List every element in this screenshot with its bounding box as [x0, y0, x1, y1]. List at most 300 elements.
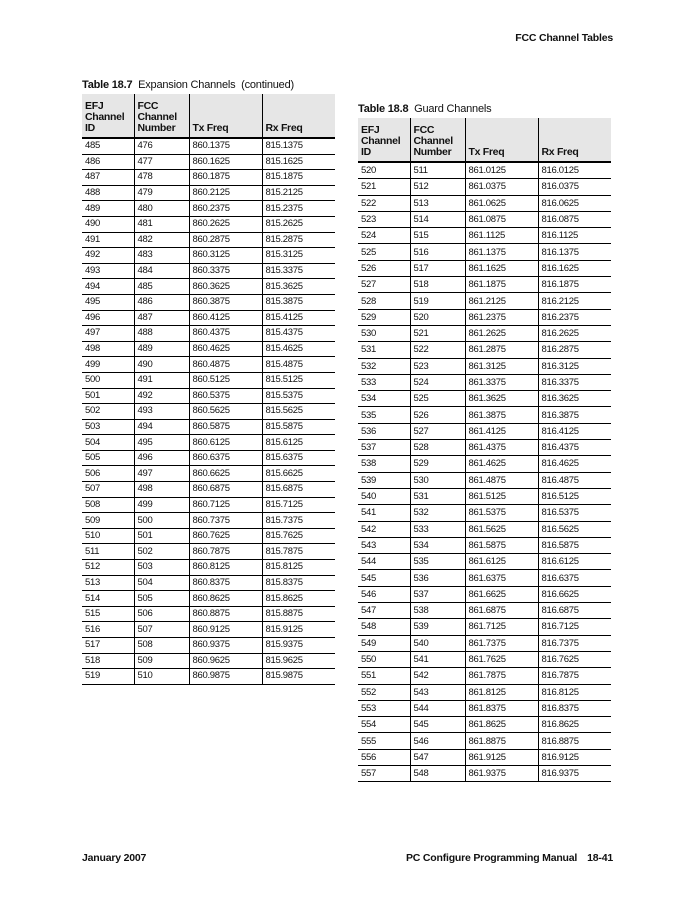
- cell-efj-channel-id: 535: [358, 407, 410, 423]
- cell-efj-channel-id: 516: [82, 622, 134, 638]
- cell-tx-freq: 861.2625: [465, 325, 538, 341]
- cell-fcc-channel-number: 476: [134, 138, 189, 154]
- cell-fcc-channel-number: 508: [134, 638, 189, 654]
- cell-tx-freq: 860.8875: [189, 606, 262, 622]
- cell-fcc-channel-number: 520: [410, 309, 465, 325]
- cell-efj-channel-id: 510: [82, 528, 134, 544]
- cell-tx-freq: 861.0125: [465, 162, 538, 179]
- table-row: [358, 700, 611, 716]
- cell-fcc-channel-number: 490: [134, 357, 189, 373]
- cell-rx-freq: 815.7375: [262, 513, 335, 529]
- cell-rx-freq: 816.6125: [538, 554, 611, 570]
- cell-fcc-channel-number: 540: [410, 635, 465, 651]
- table-row: [82, 497, 335, 513]
- cell-rx-freq: 816.4625: [538, 456, 611, 472]
- cell-rx-freq: 816.4125: [538, 423, 611, 439]
- cell-rx-freq: 816.2375: [538, 309, 611, 325]
- cell-tx-freq: 860.7625: [189, 528, 262, 544]
- cell-efj-channel-id: 490: [82, 216, 134, 232]
- cell-fcc-channel-number: 489: [134, 341, 189, 357]
- cell-efj-channel-id: 503: [82, 419, 134, 435]
- cell-fcc-channel-number: 526: [410, 407, 465, 423]
- cell-fcc-channel-number: 521: [410, 325, 465, 341]
- cell-rx-freq: 816.2125: [538, 293, 611, 309]
- cell-tx-freq: 860.2125: [189, 185, 262, 201]
- cell-rx-freq: 815.6875: [262, 482, 335, 498]
- cell-efj-channel-id: 518: [82, 653, 134, 669]
- cell-fcc-channel-number: 530: [410, 472, 465, 488]
- table-row: [82, 653, 335, 669]
- cell-rx-freq: 815.7875: [262, 544, 335, 560]
- table-row: [358, 505, 611, 521]
- cell-rx-freq: 815.3625: [262, 279, 335, 295]
- cell-fcc-channel-number: 497: [134, 466, 189, 482]
- cell-fcc-channel-number: 524: [410, 374, 465, 390]
- cell-efj-channel-id: 502: [82, 404, 134, 420]
- cell-efj-channel-id: 528: [358, 293, 410, 309]
- table-row: [82, 622, 335, 638]
- cell-efj-channel-id: 495: [82, 294, 134, 310]
- table-row: [82, 513, 335, 529]
- cell-tx-freq: 861.9375: [465, 765, 538, 781]
- table-row: [82, 154, 335, 170]
- cell-efj-channel-id: 526: [358, 260, 410, 276]
- table-row: [358, 684, 611, 700]
- table-18-8-label: Table 18.8: [358, 103, 409, 115]
- cell-fcc-channel-number: 494: [134, 419, 189, 435]
- cell-fcc-channel-number: 507: [134, 622, 189, 638]
- table-row: [82, 450, 335, 466]
- cell-fcc-channel-number: 477: [134, 154, 189, 170]
- header-efj-channel-id: EFJ Channel ID: [358, 118, 410, 162]
- table-row: [358, 244, 611, 260]
- cell-efj-channel-id: 486: [82, 154, 134, 170]
- table-row: [358, 456, 611, 472]
- table-18-8-caption: [358, 103, 491, 115]
- cell-tx-freq: 860.1875: [189, 170, 262, 186]
- header-fcc-channel-number: FCC Channel Number: [410, 118, 465, 162]
- header-rx-freq: Rx Freq: [538, 118, 611, 162]
- cell-tx-freq: 861.8375: [465, 700, 538, 716]
- table-row: [358, 554, 611, 570]
- cell-fcc-channel-number: 522: [410, 342, 465, 358]
- cell-fcc-channel-number: 533: [410, 521, 465, 537]
- cell-efj-channel-id: 491: [82, 232, 134, 248]
- cell-fcc-channel-number: 493: [134, 404, 189, 420]
- header-rx-freq: Rx Freq: [262, 94, 335, 138]
- cell-efj-channel-id: 515: [82, 606, 134, 622]
- cell-rx-freq: 815.2375: [262, 201, 335, 217]
- table-row: [358, 472, 611, 488]
- cell-efj-channel-id: 532: [358, 358, 410, 374]
- cell-rx-freq: 815.3375: [262, 263, 335, 279]
- cell-fcc-channel-number: 484: [134, 263, 189, 279]
- cell-tx-freq: 860.9875: [189, 669, 262, 685]
- cell-rx-freq: 816.8125: [538, 684, 611, 700]
- cell-tx-freq: 861.8125: [465, 684, 538, 700]
- table-row: [358, 325, 611, 341]
- cell-tx-freq: 861.1125: [465, 228, 538, 244]
- cell-efj-channel-id: 487: [82, 170, 134, 186]
- cell-fcc-channel-number: 506: [134, 606, 189, 622]
- cell-efj-channel-id: 509: [82, 513, 134, 529]
- cell-tx-freq: 860.9125: [189, 622, 262, 638]
- cell-efj-channel-id: 534: [358, 391, 410, 407]
- cell-rx-freq: 816.1375: [538, 244, 611, 260]
- cell-efj-channel-id: 557: [358, 765, 410, 781]
- table-18-7-label: Table 18.7: [82, 79, 133, 91]
- table-row: [82, 357, 335, 373]
- cell-efj-channel-id: 521: [358, 179, 410, 195]
- cell-rx-freq: 815.1625: [262, 154, 335, 170]
- table-row: [358, 603, 611, 619]
- table-header-row: [82, 94, 335, 138]
- table-row: [82, 310, 335, 326]
- table-row: [358, 342, 611, 358]
- cell-rx-freq: 815.3125: [262, 248, 335, 264]
- cell-fcc-channel-number: 525: [410, 391, 465, 407]
- cell-tx-freq: 861.6125: [465, 554, 538, 570]
- cell-efj-channel-id: 494: [82, 279, 134, 295]
- cell-tx-freq: 860.4125: [189, 310, 262, 326]
- cell-fcc-channel-number: 486: [134, 294, 189, 310]
- cell-rx-freq: 816.0875: [538, 211, 611, 227]
- table-row: [358, 537, 611, 553]
- cell-efj-channel-id: 555: [358, 733, 410, 749]
- cell-fcc-channel-number: 538: [410, 603, 465, 619]
- cell-fcc-channel-number: 537: [410, 586, 465, 602]
- cell-efj-channel-id: 488: [82, 185, 134, 201]
- cell-efj-channel-id: 554: [358, 717, 410, 733]
- table-row: [358, 358, 611, 374]
- cell-rx-freq: 816.7375: [538, 635, 611, 651]
- cell-efj-channel-id: 547: [358, 603, 410, 619]
- cell-fcc-channel-number: 510: [134, 669, 189, 685]
- cell-rx-freq: 816.1875: [538, 277, 611, 293]
- cell-efj-channel-id: 539: [358, 472, 410, 488]
- cell-fcc-channel-number: 532: [410, 505, 465, 521]
- cell-tx-freq: 861.6375: [465, 570, 538, 586]
- cell-rx-freq: 815.8625: [262, 591, 335, 607]
- cell-tx-freq: 861.2875: [465, 342, 538, 358]
- cell-tx-freq: 861.1375: [465, 244, 538, 260]
- cell-efj-channel-id: 537: [358, 440, 410, 456]
- table-row: [82, 170, 335, 186]
- cell-fcc-channel-number: 531: [410, 488, 465, 504]
- cell-fcc-channel-number: 514: [410, 211, 465, 227]
- cell-rx-freq: 815.5375: [262, 388, 335, 404]
- cell-efj-channel-id: 508: [82, 497, 134, 513]
- cell-efj-channel-id: 531: [358, 342, 410, 358]
- table-18-7-title: Expansion Channels (continued): [138, 79, 294, 91]
- cell-efj-channel-id: 538: [358, 456, 410, 472]
- table-row: [358, 211, 611, 227]
- cell-fcc-channel-number: 516: [410, 244, 465, 260]
- running-header: FCC Channel Tables: [515, 32, 613, 44]
- table-row: [82, 341, 335, 357]
- table-row: [358, 717, 611, 733]
- cell-rx-freq: 816.5125: [538, 488, 611, 504]
- cell-fcc-channel-number: 488: [134, 326, 189, 342]
- table-row: [82, 372, 335, 388]
- cell-tx-freq: 860.7875: [189, 544, 262, 560]
- cell-fcc-channel-number: 539: [410, 619, 465, 635]
- cell-rx-freq: 815.4375: [262, 326, 335, 342]
- cell-efj-channel-id: 517: [82, 638, 134, 654]
- cell-rx-freq: 815.9625: [262, 653, 335, 669]
- table-row: [82, 263, 335, 279]
- cell-efj-channel-id: 549: [358, 635, 410, 651]
- table-row: [82, 185, 335, 201]
- table-row: [82, 294, 335, 310]
- cell-fcc-channel-number: 529: [410, 456, 465, 472]
- cell-tx-freq: 860.6375: [189, 450, 262, 466]
- cell-fcc-channel-number: 535: [410, 554, 465, 570]
- cell-efj-channel-id: 496: [82, 310, 134, 326]
- cell-efj-channel-id: 556: [358, 749, 410, 765]
- cell-fcc-channel-number: 496: [134, 450, 189, 466]
- cell-tx-freq: 861.8625: [465, 717, 538, 733]
- cell-efj-channel-id: 540: [358, 488, 410, 504]
- header-tx-freq: Tx Freq: [189, 94, 262, 138]
- table-row: [358, 423, 611, 439]
- cell-efj-channel-id: 542: [358, 521, 410, 537]
- cell-rx-freq: 816.1125: [538, 228, 611, 244]
- table-row: [358, 521, 611, 537]
- table-row: [358, 228, 611, 244]
- cell-fcc-channel-number: 480: [134, 201, 189, 217]
- cell-efj-channel-id: 493: [82, 263, 134, 279]
- cell-rx-freq: 815.5625: [262, 404, 335, 420]
- cell-fcc-channel-number: 491: [134, 372, 189, 388]
- cell-fcc-channel-number: 483: [134, 248, 189, 264]
- cell-fcc-channel-number: 498: [134, 482, 189, 498]
- cell-rx-freq: 816.3875: [538, 407, 611, 423]
- cell-rx-freq: 815.9125: [262, 622, 335, 638]
- cell-fcc-channel-number: 504: [134, 575, 189, 591]
- cell-rx-freq: 816.8625: [538, 717, 611, 733]
- cell-efj-channel-id: 550: [358, 651, 410, 667]
- cell-tx-freq: 861.4375: [465, 440, 538, 456]
- cell-tx-freq: 860.5125: [189, 372, 262, 388]
- cell-efj-channel-id: 498: [82, 341, 134, 357]
- cell-tx-freq: 861.7625: [465, 651, 538, 667]
- cell-rx-freq: 815.4875: [262, 357, 335, 373]
- header-tx-freq: Tx Freq: [465, 118, 538, 162]
- table-18-7-caption: [82, 79, 294, 91]
- cell-efj-channel-id: 553: [358, 700, 410, 716]
- table-row: [82, 466, 335, 482]
- cell-tx-freq: 861.3375: [465, 374, 538, 390]
- cell-fcc-channel-number: 517: [410, 260, 465, 276]
- cell-rx-freq: 816.0375: [538, 179, 611, 195]
- table-row: [358, 195, 611, 211]
- cell-rx-freq: 816.2875: [538, 342, 611, 358]
- cell-fcc-channel-number: 503: [134, 560, 189, 576]
- cell-fcc-channel-number: 512: [410, 179, 465, 195]
- table-row: [82, 560, 335, 576]
- table-row: [358, 309, 611, 325]
- cell-efj-channel-id: 527: [358, 277, 410, 293]
- cell-tx-freq: 861.0875: [465, 211, 538, 227]
- cell-fcc-channel-number: 542: [410, 668, 465, 684]
- cell-efj-channel-id: 524: [358, 228, 410, 244]
- cell-efj-channel-id: 548: [358, 619, 410, 635]
- cell-fcc-channel-number: 548: [410, 765, 465, 781]
- cell-tx-freq: 860.2875: [189, 232, 262, 248]
- cell-tx-freq: 860.5875: [189, 419, 262, 435]
- cell-tx-freq: 860.8375: [189, 575, 262, 591]
- table-row: [82, 388, 335, 404]
- cell-rx-freq: 815.5875: [262, 419, 335, 435]
- cell-tx-freq: 860.6875: [189, 482, 262, 498]
- cell-tx-freq: 861.8875: [465, 733, 538, 749]
- cell-rx-freq: 815.6625: [262, 466, 335, 482]
- footer-page-number: 18-41: [587, 852, 613, 864]
- table-row: [358, 733, 611, 749]
- cell-tx-freq: 860.4375: [189, 326, 262, 342]
- cell-fcc-channel-number: 534: [410, 537, 465, 553]
- table-row: [82, 232, 335, 248]
- cell-rx-freq: 815.9875: [262, 669, 335, 685]
- cell-rx-freq: 816.5375: [538, 505, 611, 521]
- cell-rx-freq: 816.7125: [538, 619, 611, 635]
- table-row: [82, 248, 335, 264]
- table-row: [82, 138, 335, 154]
- table-row: [358, 651, 611, 667]
- cell-rx-freq: 816.5625: [538, 521, 611, 537]
- cell-tx-freq: 861.5375: [465, 505, 538, 521]
- cell-fcc-channel-number: 546: [410, 733, 465, 749]
- cell-fcc-channel-number: 519: [410, 293, 465, 309]
- cell-fcc-channel-number: 536: [410, 570, 465, 586]
- header-efj-channel-id: EFJ Channel ID: [82, 94, 134, 138]
- cell-tx-freq: 860.2375: [189, 201, 262, 217]
- cell-efj-channel-id: 506: [82, 466, 134, 482]
- cell-tx-freq: 860.7125: [189, 497, 262, 513]
- cell-rx-freq: 815.5125: [262, 372, 335, 388]
- table-row: [358, 668, 611, 684]
- cell-rx-freq: 815.6125: [262, 435, 335, 451]
- cell-rx-freq: 815.4625: [262, 341, 335, 357]
- cell-efj-channel-id: 551: [358, 668, 410, 684]
- cell-fcc-channel-number: 479: [134, 185, 189, 201]
- table-row: [358, 586, 611, 602]
- cell-fcc-channel-number: 505: [134, 591, 189, 607]
- cell-tx-freq: 860.1625: [189, 154, 262, 170]
- cell-fcc-channel-number: 509: [134, 653, 189, 669]
- cell-efj-channel-id: 541: [358, 505, 410, 521]
- table-row: [82, 528, 335, 544]
- cell-fcc-channel-number: 511: [410, 162, 465, 179]
- cell-rx-freq: 816.3625: [538, 391, 611, 407]
- cell-efj-channel-id: 529: [358, 309, 410, 325]
- table-row: [358, 440, 611, 456]
- table-row: [358, 277, 611, 293]
- cell-rx-freq: 816.4875: [538, 472, 611, 488]
- cell-fcc-channel-number: 499: [134, 497, 189, 513]
- cell-tx-freq: 861.9125: [465, 749, 538, 765]
- cell-efj-channel-id: 552: [358, 684, 410, 700]
- cell-fcc-channel-number: 487: [134, 310, 189, 326]
- footer-date: January 2007: [82, 852, 147, 864]
- cell-efj-channel-id: 512: [82, 560, 134, 576]
- cell-tx-freq: 860.3375: [189, 263, 262, 279]
- cell-rx-freq: 816.8875: [538, 733, 611, 749]
- table-row: [82, 404, 335, 420]
- table-row: [82, 326, 335, 342]
- cell-rx-freq: 815.4125: [262, 310, 335, 326]
- cell-rx-freq: 815.2625: [262, 216, 335, 232]
- cell-tx-freq: 860.5625: [189, 404, 262, 420]
- cell-rx-freq: 815.2125: [262, 185, 335, 201]
- cell-tx-freq: 861.7875: [465, 668, 538, 684]
- cell-rx-freq: 816.8375: [538, 700, 611, 716]
- cell-fcc-channel-number: 545: [410, 717, 465, 733]
- cell-efj-channel-id: 507: [82, 482, 134, 498]
- table-row: [82, 669, 335, 685]
- cell-fcc-channel-number: 518: [410, 277, 465, 293]
- cell-tx-freq: 861.7125: [465, 619, 538, 635]
- cell-tx-freq: 861.5125: [465, 488, 538, 504]
- cell-efj-channel-id: 546: [358, 586, 410, 602]
- cell-efj-channel-id: 489: [82, 201, 134, 217]
- cell-efj-channel-id: 513: [82, 575, 134, 591]
- cell-tx-freq: 861.6625: [465, 586, 538, 602]
- cell-rx-freq: 816.4375: [538, 440, 611, 456]
- table-row: [82, 544, 335, 560]
- cell-efj-channel-id: 519: [82, 669, 134, 685]
- cell-fcc-channel-number: 482: [134, 232, 189, 248]
- table-header-row: [358, 118, 611, 162]
- footer-manual-title: PC Configure Programming Manual: [405, 852, 578, 864]
- cell-tx-freq: 861.3625: [465, 391, 538, 407]
- cell-tx-freq: 860.7375: [189, 513, 262, 529]
- cell-fcc-channel-number: 523: [410, 358, 465, 374]
- cell-efj-channel-id: 485: [82, 138, 134, 154]
- cell-rx-freq: 815.3875: [262, 294, 335, 310]
- table-row: [82, 575, 335, 591]
- cell-efj-channel-id: 514: [82, 591, 134, 607]
- cell-tx-freq: 860.5375: [189, 388, 262, 404]
- cell-rx-freq: 816.0625: [538, 195, 611, 211]
- cell-tx-freq: 860.3625: [189, 279, 262, 295]
- cell-rx-freq: 815.7625: [262, 528, 335, 544]
- cell-tx-freq: 860.9625: [189, 653, 262, 669]
- table-row: [82, 482, 335, 498]
- table-row: [358, 391, 611, 407]
- cell-efj-channel-id: 504: [82, 435, 134, 451]
- cell-efj-channel-id: 530: [358, 325, 410, 341]
- cell-efj-channel-id: 544: [358, 554, 410, 570]
- cell-tx-freq: 860.1375: [189, 138, 262, 154]
- cell-efj-channel-id: 511: [82, 544, 134, 560]
- cell-tx-freq: 861.3875: [465, 407, 538, 423]
- table-row: [358, 179, 611, 195]
- table-row: [82, 591, 335, 607]
- cell-tx-freq: 860.8125: [189, 560, 262, 576]
- cell-rx-freq: 816.1625: [538, 260, 611, 276]
- cell-tx-freq: 860.6125: [189, 435, 262, 451]
- table-row: [82, 201, 335, 217]
- cell-tx-freq: 861.4875: [465, 472, 538, 488]
- cell-rx-freq: 816.0125: [538, 162, 611, 179]
- cell-efj-channel-id: 545: [358, 570, 410, 586]
- table-row: [82, 419, 335, 435]
- cell-fcc-channel-number: 544: [410, 700, 465, 716]
- cell-rx-freq: 815.8875: [262, 606, 335, 622]
- cell-rx-freq: 816.9125: [538, 749, 611, 765]
